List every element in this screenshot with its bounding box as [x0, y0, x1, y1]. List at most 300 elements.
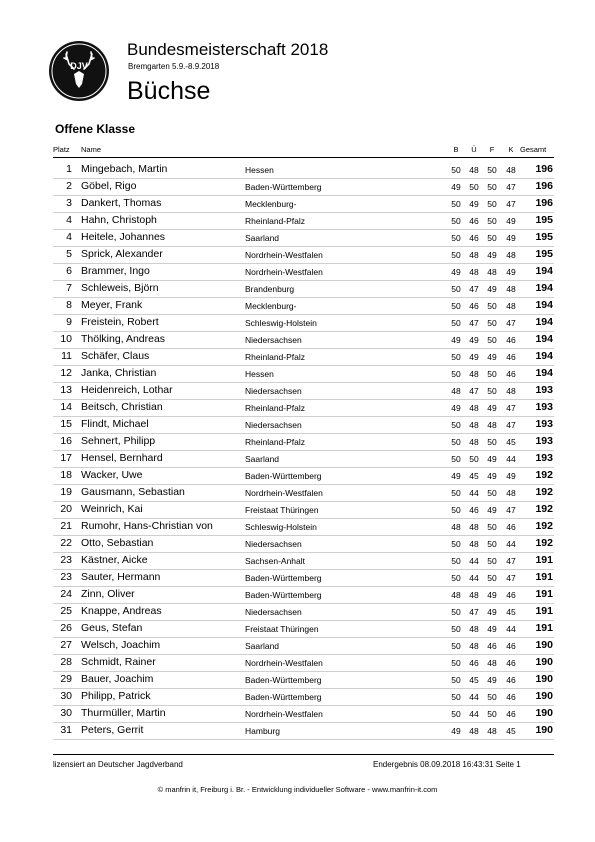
name-cell: Rumohr, Hans-Christian von [81, 520, 213, 532]
score-k-cell: 47 [506, 318, 516, 328]
score-k-cell: 45 [506, 726, 516, 736]
total-cell: 191 [535, 588, 553, 600]
state-cell: Schleswig-Holstein [245, 318, 317, 328]
score-u-cell: 48 [469, 267, 479, 277]
state-cell: Baden-Württemberg [245, 590, 322, 600]
rank-cell: 1 [66, 163, 72, 175]
state-cell: Sachsen-Anhalt [245, 556, 306, 566]
score-u-cell: 48 [469, 420, 479, 430]
score-f-cell: 50 [487, 199, 497, 209]
score-u-cell: 46 [469, 233, 479, 243]
score-f-cell: 49 [487, 403, 497, 413]
score-u-cell: 44 [469, 573, 479, 583]
score-k-cell: 46 [506, 369, 516, 379]
score-b-cell: 49 [451, 182, 461, 192]
rank-cell: 11 [61, 350, 72, 362]
score-f-cell: 49 [487, 505, 497, 515]
score-u-cell: 50 [469, 182, 479, 192]
name-cell: Knappe, Andreas [81, 605, 162, 617]
score-f-cell: 50 [487, 369, 497, 379]
name-cell: Philipp, Patrick [81, 690, 151, 702]
score-f-cell: 48 [487, 658, 497, 668]
score-b-cell: 50 [451, 369, 461, 379]
state-cell: Freistaat Thüringen [245, 505, 319, 515]
state-cell: Schleswig-Holstein [245, 522, 317, 532]
table-row [0, 705, 595, 722]
score-k-cell: 45 [506, 607, 516, 617]
score-k-cell: 47 [506, 420, 516, 430]
table-row [0, 569, 595, 586]
state-cell: Baden-Württemberg [245, 182, 322, 192]
score-u-cell: 48 [469, 539, 479, 549]
rank-cell: 18 [60, 469, 72, 481]
score-k-cell: 49 [506, 267, 516, 277]
col-k: K [508, 145, 514, 154]
state-cell: Niedersachsen [245, 335, 302, 345]
table-row [0, 535, 595, 552]
rank-cell: 3 [66, 197, 72, 209]
page-title: Bundesmeisterschaft 2018 [127, 40, 329, 59]
total-cell: 191 [535, 605, 553, 617]
score-k-cell: 44 [506, 624, 516, 634]
total-cell: 195 [535, 231, 553, 243]
score-f-cell: 46 [487, 641, 497, 651]
event-dates: Bremgarten 5.9.-8.9.2018 [128, 62, 220, 71]
total-cell: 196 [535, 163, 553, 175]
table-row [0, 263, 595, 280]
row-separator [53, 739, 554, 740]
score-k-cell: 47 [506, 182, 516, 192]
state-cell: Niedersachsen [245, 607, 302, 617]
score-b-cell: 50 [451, 437, 461, 447]
name-cell: Zinn, Oliver [81, 588, 135, 600]
name-cell: Sehnert, Philipp [81, 435, 156, 447]
table-row [0, 688, 595, 705]
score-b-cell: 48 [451, 522, 461, 532]
table-row [0, 603, 595, 620]
score-k-cell: 46 [506, 641, 516, 651]
col-platz: Platz [53, 145, 70, 154]
name-cell: Wacker, Uwe [81, 469, 143, 481]
score-u-cell: 47 [469, 284, 479, 294]
total-cell: 194 [535, 367, 553, 379]
score-b-cell: 50 [451, 165, 461, 175]
table-row [0, 382, 595, 399]
copyright-text: © manfrin it, Freiburg i. Br. - Entwicklung individueller Software - www.manfrin-it.com [157, 785, 438, 794]
total-cell: 193 [535, 418, 553, 430]
total-cell: 193 [535, 384, 553, 396]
rank-cell: 24 [60, 588, 72, 600]
state-cell: Baden-Württemberg [245, 471, 322, 481]
name-cell: Heidenreich, Lothar [81, 384, 173, 396]
total-cell: 194 [535, 299, 553, 311]
rank-cell: 23 [60, 571, 72, 583]
score-u-cell: 48 [469, 165, 479, 175]
score-b-cell: 48 [451, 386, 461, 396]
score-b-cell: 50 [451, 505, 461, 515]
state-cell: Rheinland-Pfalz [245, 403, 306, 413]
total-cell: 192 [535, 469, 553, 481]
score-k-cell: 49 [506, 471, 516, 481]
rank-cell: 19 [60, 486, 72, 498]
table-row [0, 331, 595, 348]
score-k-cell: 46 [506, 352, 516, 362]
total-cell: 190 [535, 639, 553, 651]
rank-cell: 21 [60, 520, 72, 532]
state-cell: Nordrhein-Westfalen [245, 488, 323, 498]
rank-cell: 15 [60, 418, 72, 430]
score-u-cell: 48 [469, 624, 479, 634]
table-row [0, 416, 595, 433]
score-f-cell: 50 [487, 573, 497, 583]
total-cell: 195 [535, 214, 553, 226]
total-cell: 192 [535, 520, 553, 532]
score-b-cell: 49 [451, 335, 461, 345]
name-cell: Göbel, Rigo [81, 180, 137, 192]
state-cell: Freistaat Thüringen [245, 624, 319, 634]
score-k-cell: 47 [506, 505, 516, 515]
total-cell: 190 [535, 690, 553, 702]
name-cell: Beitsch, Christian [81, 401, 163, 413]
score-f-cell: 49 [487, 352, 497, 362]
name-cell: Peters, Gerrit [81, 724, 144, 736]
col-b: B [453, 145, 459, 154]
state-cell: Nordrhein-Westfalen [245, 267, 323, 277]
col-name: Name [81, 145, 102, 154]
table-row [0, 654, 595, 671]
table-row [0, 161, 595, 178]
score-u-cell: 44 [469, 488, 479, 498]
score-u-cell: 46 [469, 658, 479, 668]
rank-cell: 4 [66, 231, 72, 243]
score-f-cell: 50 [487, 539, 497, 549]
score-u-cell: 44 [469, 709, 479, 719]
score-k-cell: 48 [506, 165, 516, 175]
score-b-cell: 50 [451, 199, 461, 209]
state-cell: Rheinland-Pfalz [245, 352, 306, 362]
table-row [0, 586, 595, 603]
score-f-cell: 49 [487, 624, 497, 634]
score-k-cell: 44 [506, 539, 516, 549]
score-k-cell: 46 [506, 692, 516, 702]
score-u-cell: 46 [469, 301, 479, 311]
table-row [0, 297, 595, 314]
score-b-cell: 49 [451, 403, 461, 413]
state-cell: Hessen [245, 165, 274, 175]
name-cell: Meyer, Frank [81, 299, 143, 311]
total-cell: 192 [535, 486, 553, 498]
table-row [0, 467, 595, 484]
state-cell: Brandenburg [245, 284, 295, 294]
score-k-cell: 45 [506, 437, 516, 447]
score-f-cell: 50 [487, 335, 497, 345]
state-cell: Saarland [245, 233, 280, 243]
rank-cell: 17 [60, 452, 72, 464]
name-cell: Sauter, Hermann [81, 571, 161, 583]
score-b-cell: 50 [451, 318, 461, 328]
score-k-cell: 47 [506, 199, 516, 209]
total-cell: 190 [535, 724, 553, 736]
score-f-cell: 48 [487, 267, 497, 277]
score-b-cell: 49 [451, 471, 461, 481]
name-cell: Sprick, Alexander [81, 248, 163, 260]
rank-cell: 13 [60, 384, 72, 396]
result-info: Endergebnis 08.09.2018 16:43:31 Seite 1 [373, 760, 521, 769]
score-k-cell: 44 [506, 454, 516, 464]
name-cell: Flindt, Michael [81, 418, 149, 430]
name-cell: Schmidt, Rainer [81, 656, 156, 668]
name-cell: Weinrich, Kai [81, 503, 143, 515]
name-cell: Mingebach, Martin [81, 163, 168, 175]
djv-logo [48, 40, 110, 102]
name-cell: Gausmann, Sebastian [81, 486, 185, 498]
score-u-cell: 49 [469, 352, 479, 362]
rank-cell: 5 [66, 248, 72, 260]
score-f-cell: 50 [487, 488, 497, 498]
state-cell: Mecklenburg- [245, 199, 297, 209]
score-u-cell: 44 [469, 692, 479, 702]
score-b-cell: 50 [451, 250, 461, 260]
rank-cell: 29 [60, 673, 72, 685]
score-k-cell: 48 [506, 301, 516, 311]
score-b-cell: 50 [451, 573, 461, 583]
rank-cell: 4 [66, 214, 72, 226]
total-cell: 191 [535, 571, 553, 583]
table-row [0, 620, 595, 637]
rank-cell: 14 [60, 401, 72, 413]
table-row [0, 280, 595, 297]
total-cell: 193 [535, 435, 553, 447]
total-cell: 194 [535, 316, 553, 328]
total-cell: 192 [535, 537, 553, 549]
state-cell: Saarland [245, 454, 280, 464]
score-b-cell: 50 [451, 556, 461, 566]
state-cell: Hamburg [245, 726, 280, 736]
name-cell: Freistein, Robert [81, 316, 159, 328]
score-u-cell: 48 [469, 369, 479, 379]
score-f-cell: 50 [487, 216, 497, 226]
score-u-cell: 46 [469, 216, 479, 226]
rank-cell: 28 [60, 656, 72, 668]
score-u-cell: 50 [469, 454, 479, 464]
name-cell: Otto, Sebastian [81, 537, 154, 549]
name-cell: Schleweis, Björn [81, 282, 159, 294]
table-row [0, 433, 595, 450]
state-cell: Niedersachsen [245, 420, 302, 430]
table-row [0, 365, 595, 382]
table-row [0, 195, 595, 212]
name-cell: Hensel, Bernhard [81, 452, 163, 464]
score-f-cell: 49 [487, 675, 497, 685]
score-f-cell: 49 [487, 250, 497, 260]
score-k-cell: 46 [506, 658, 516, 668]
rank-cell: 10 [60, 333, 72, 345]
table-row [0, 552, 595, 569]
rank-cell: 31 [60, 724, 72, 736]
score-b-cell: 50 [451, 284, 461, 294]
score-f-cell: 50 [487, 709, 497, 719]
discipline-title: Büchse [127, 77, 211, 105]
score-f-cell: 50 [487, 301, 497, 311]
name-cell: Heitele, Johannes [81, 231, 166, 243]
name-cell: Schäfer, Claus [81, 350, 150, 362]
name-cell: Geus, Stefan [81, 622, 143, 634]
score-b-cell: 50 [451, 675, 461, 685]
rank-cell: 20 [60, 503, 72, 515]
name-cell: Dankert, Thomas [81, 197, 162, 209]
name-cell: Brammer, Ingo [81, 265, 150, 277]
score-b-cell: 50 [451, 352, 461, 362]
score-u-cell: 48 [469, 522, 479, 532]
score-k-cell: 48 [506, 250, 516, 260]
state-cell: Nordrhein-Westfalen [245, 250, 323, 260]
license-text: lizensiert an Deutscher Jagdverband [53, 760, 183, 769]
score-u-cell: 48 [469, 250, 479, 260]
score-k-cell: 46 [506, 675, 516, 685]
score-f-cell: 50 [487, 692, 497, 702]
table-row [0, 501, 595, 518]
score-b-cell: 50 [451, 420, 461, 430]
score-f-cell: 49 [487, 471, 497, 481]
score-b-cell: 50 [451, 539, 461, 549]
total-cell: 191 [535, 622, 553, 634]
score-k-cell: 48 [506, 386, 516, 396]
name-cell: Welsch, Joachim [81, 639, 161, 651]
total-cell: 194 [535, 282, 553, 294]
total-cell: 190 [535, 656, 553, 668]
score-u-cell: 48 [469, 403, 479, 413]
total-cell: 190 [535, 673, 553, 685]
state-cell: Niedersachsen [245, 386, 302, 396]
score-b-cell: 50 [451, 301, 461, 311]
table-row [0, 229, 595, 246]
score-f-cell: 49 [487, 607, 497, 617]
score-k-cell: 49 [506, 216, 516, 226]
logo-text: DJV [70, 61, 88, 71]
table-row [0, 450, 595, 467]
total-cell: 193 [535, 452, 553, 464]
total-cell: 195 [535, 248, 553, 260]
score-f-cell: 50 [487, 556, 497, 566]
score-b-cell: 50 [451, 233, 461, 243]
rank-cell: 23 [60, 554, 72, 566]
name-cell: Thurmüller, Martin [81, 707, 166, 719]
total-cell: 191 [535, 554, 553, 566]
score-u-cell: 48 [469, 590, 479, 600]
score-k-cell: 46 [506, 709, 516, 719]
score-k-cell: 49 [506, 233, 516, 243]
state-cell: Baden-Württemberg [245, 675, 322, 685]
score-b-cell: 50 [451, 641, 461, 651]
score-f-cell: 49 [487, 454, 497, 464]
table-row [0, 212, 595, 229]
state-cell: Hessen [245, 369, 274, 379]
rank-cell: 7 [66, 282, 72, 294]
score-k-cell: 47 [506, 403, 516, 413]
table-row [0, 399, 595, 416]
score-f-cell: 50 [487, 165, 497, 175]
score-u-cell: 47 [469, 607, 479, 617]
table-row [0, 637, 595, 654]
score-u-cell: 44 [469, 556, 479, 566]
state-cell: Baden-Württemberg [245, 573, 322, 583]
score-f-cell: 50 [487, 522, 497, 532]
state-cell: Nordrhein-Westfalen [245, 709, 323, 719]
score-f-cell: 50 [487, 386, 497, 396]
total-cell: 193 [535, 401, 553, 413]
score-u-cell: 48 [469, 437, 479, 447]
score-f-cell: 50 [487, 233, 497, 243]
score-k-cell: 47 [506, 573, 516, 583]
score-u-cell: 45 [469, 675, 479, 685]
table-row [0, 178, 595, 195]
score-f-cell: 48 [487, 726, 497, 736]
col-u: Ü [471, 145, 477, 154]
score-f-cell: 49 [487, 590, 497, 600]
score-u-cell: 45 [469, 471, 479, 481]
name-cell: Bauer, Joachim [81, 673, 154, 685]
score-f-cell: 50 [487, 437, 497, 447]
score-k-cell: 46 [506, 335, 516, 345]
total-cell: 192 [535, 503, 553, 515]
score-f-cell: 49 [487, 284, 497, 294]
score-b-cell: 48 [451, 590, 461, 600]
total-cell: 194 [535, 350, 553, 362]
score-k-cell: 48 [506, 488, 516, 498]
score-b-cell: 50 [451, 624, 461, 634]
table-row [0, 314, 595, 331]
table-row [0, 246, 595, 263]
rank-cell: 25 [60, 605, 72, 617]
state-cell: Mecklenburg- [245, 301, 297, 311]
total-cell: 190 [535, 707, 553, 719]
total-cell: 194 [535, 265, 553, 277]
footer-rule [53, 754, 554, 755]
score-k-cell: 46 [506, 590, 516, 600]
col-gesamt: Gesamt [520, 145, 547, 154]
score-u-cell: 49 [469, 199, 479, 209]
rank-cell: 12 [60, 367, 72, 379]
score-f-cell: 48 [487, 420, 497, 430]
score-k-cell: 47 [506, 556, 516, 566]
score-b-cell: 50 [451, 216, 461, 226]
rank-cell: 8 [66, 299, 72, 311]
score-f-cell: 50 [487, 182, 497, 192]
table-row [0, 348, 595, 365]
score-u-cell: 48 [469, 726, 479, 736]
score-u-cell: 49 [469, 335, 479, 345]
state-cell: Rheinland-Pfalz [245, 216, 306, 226]
total-cell: 196 [535, 180, 553, 192]
score-u-cell: 46 [469, 505, 479, 515]
score-b-cell: 50 [451, 692, 461, 702]
rank-cell: 26 [60, 622, 72, 634]
table-row [0, 671, 595, 688]
score-k-cell: 46 [506, 522, 516, 532]
state-cell: Nordrhein-Westfalen [245, 658, 323, 668]
header-rule [53, 157, 554, 158]
score-u-cell: 47 [469, 386, 479, 396]
state-cell: Saarland [245, 641, 280, 651]
name-cell: Janka, Christian [81, 367, 157, 379]
total-cell: 196 [535, 197, 553, 209]
table-row [0, 484, 595, 501]
score-b-cell: 50 [451, 607, 461, 617]
rank-cell: 16 [60, 435, 72, 447]
score-b-cell: 50 [451, 454, 461, 464]
score-u-cell: 47 [469, 318, 479, 328]
name-cell: Hahn, Christoph [81, 214, 157, 226]
